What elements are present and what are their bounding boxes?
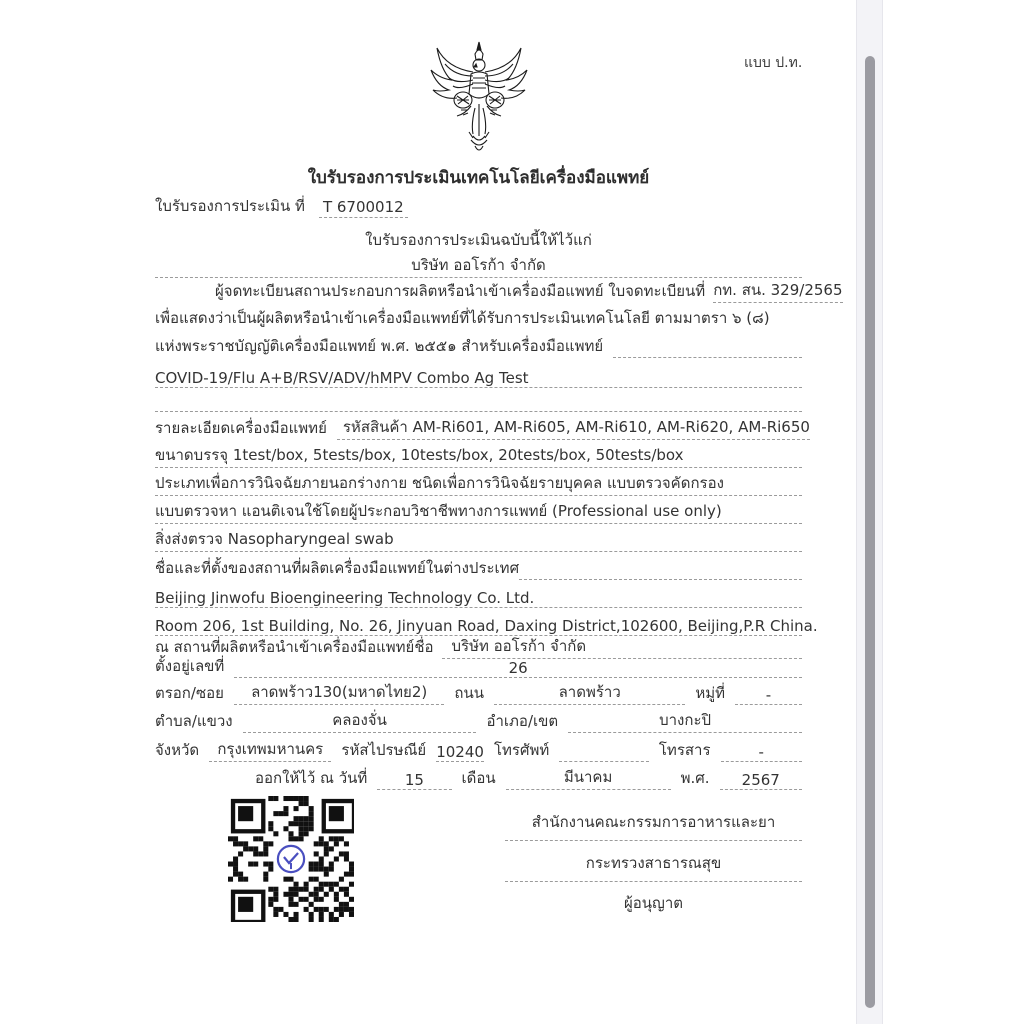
district-label: อำเภอ/เขต <box>486 712 559 730</box>
manufacturer-address: Room 206, 1st Building, No. 26, Jinyuan Road, Daxing District,102600, Beijing,P.R China. <box>155 617 818 635</box>
province-row <box>155 733 802 762</box>
address-number-value: 26 <box>234 659 802 678</box>
scrollbar-track[interactable] <box>856 0 883 1024</box>
province-label: จังหวัด <box>155 741 200 759</box>
act-line: แห่งพระราชบัญญัติเครื่องมือแพทย์ พ.ศ. ๒๕๕๑ สำหรับเครื่องมือแพทย์ <box>155 337 604 355</box>
month-label: เดือน <box>461 769 496 787</box>
manufacturer-name: Beijing Jinwofu Bioengineering Technology Co. Ltd. <box>155 589 535 607</box>
subdistrict-value: คลองจั่น <box>243 708 477 733</box>
address-number-row <box>155 659 802 678</box>
issue-year-value: 2567 <box>720 771 802 790</box>
certificate-number-value: T 6700012 <box>319 198 408 218</box>
moo-label: หมู่ที่ <box>695 684 726 702</box>
foreign-site-label: ชื่อและที่ตั้งของสถานที่ผลิตเครื่องมือแพทย์ในต่างประเทศ <box>155 559 520 577</box>
phone-label: โทรศัพท์ <box>493 741 550 759</box>
device-name: COVID-19/Flu A+B/RSV/ADV/hMPV Combo Ag Test <box>155 369 529 387</box>
issuing-org-line2: กระทรวงสาธารณสุข <box>505 841 802 882</box>
signature-block <box>505 796 802 915</box>
soi-label: ตรอก/ซอย <box>155 684 224 702</box>
certificate-number-row <box>155 194 802 218</box>
pack-size-row: ขนาดบรรจุ 1test/box, 5tests/box, 10tests/box, 20tests/box, 50tests/box <box>155 440 802 468</box>
local-site-row <box>155 636 802 659</box>
address-number-label: ตั้งอยู่เลขที่ <box>155 657 225 675</box>
era-label: พ.ศ. <box>680 769 710 787</box>
subdistrict-label: ตำบล/แขวง <box>155 712 233 730</box>
company-name-row <box>155 252 802 278</box>
registration-number-value: กท. สน. 329/2565 <box>713 278 842 303</box>
qr-code <box>228 796 354 922</box>
issue-date-row <box>155 762 802 790</box>
registrant-row <box>155 278 843 303</box>
foreign-site-row <box>155 552 802 580</box>
device-details-row <box>155 412 810 440</box>
road-label: ถนน <box>454 684 484 702</box>
district-value: บางกะปิ <box>568 708 802 733</box>
form-code: แบบ ป.ท. <box>744 55 803 71</box>
manufacturer-name-row <box>155 580 802 608</box>
test-type-row: แบบตรวจหา แอนติเจนใช้โดยผู้ประกอบวิชาชีพทางการแพทย์ (Professional use only) <box>155 496 802 524</box>
issue-date-label: ออกให้ไว้ ณ วันที่ <box>255 769 368 787</box>
postcode-label: รหัสไปรษณีย์ <box>341 741 427 759</box>
registrant-label: ผู้จดทะเบียนสถานประกอบการผลิตหรือนำเข้าเครื่องมือแพทย์ ใบจดทะเบียนที่ <box>215 282 706 300</box>
issue-month-value: มีนาคม <box>506 765 671 790</box>
scrollbar-thumb[interactable] <box>865 56 875 1008</box>
issue-day-value: 15 <box>377 771 451 790</box>
soi-value: ลาดพร้าว130(มหาดไทย2) <box>234 680 444 705</box>
local-site-name: บริษัท ออโรก้า จำกัด <box>442 634 802 659</box>
device-details-label: รายละเอียดเครื่องมือแพทย์ <box>155 419 327 437</box>
fax-value: - <box>721 743 802 762</box>
signer-title: ผู้อนุญาต <box>624 894 683 912</box>
footer-section <box>155 796 802 1024</box>
subdistrict-district-row <box>155 705 802 733</box>
specimen-row: สิ่งส่งตรวจ Nasopharyngeal swab <box>155 524 802 552</box>
province-value: กรุงเทพมหานคร <box>209 737 331 762</box>
device-name-row <box>155 358 802 388</box>
document-title: ใบรับรองการประเมินเทคโนโลยีเครื่องมือแพทย์ <box>307 168 650 188</box>
postcode-value: 10240 <box>436 743 484 761</box>
certificate-number-label: ใบรับรองการประเมิน ที่ <box>155 197 305 215</box>
fax-label: โทรสาร <box>658 741 711 759</box>
document-body <box>155 40 843 1024</box>
moo-value: - <box>735 686 802 705</box>
road-value: ลาดพร้าว <box>494 680 685 705</box>
issuing-org-line1: สำนักงานคณะกรรมการอาหารและยา <box>505 796 802 841</box>
purpose-line: เพื่อแสดงว่าเป็นผู้ผลิตหรือนำเข้าเครื่องมือแพทย์ที่ได้รับการประเมินเทคโนโลยี ตามมาตรา ๖ (๘) <box>155 309 770 327</box>
local-site-label: ณ สถานที่ผลิตหรือนำเข้าเครื่องมือแพทย์ชื่อ <box>155 638 434 656</box>
act-line-row <box>155 330 802 358</box>
soi-road-row <box>155 678 802 705</box>
issued-to-heading: ใบรับรองการประเมินฉบับนี้ให้ไว้แก่ <box>365 231 592 249</box>
product-codes-value: รหัสสินค้า AM-Ri601, AM-Ri605, AM-Ri610, AM-Ri620, AM-Ri650 <box>337 415 810 440</box>
section-divider <box>155 388 802 412</box>
device-type-row: ประเภทเพื่อการวินิจฉัยภายนอกร่างกาย ชนิดเพื่อการวินิจฉัยรายบุคคล แบบตรวจคัดกรอง <box>155 468 802 496</box>
manufacturer-address-row <box>155 608 818 636</box>
garuda-emblem <box>155 40 802 158</box>
company-name: บริษัท ออโรก้า จำกัด <box>411 256 546 274</box>
